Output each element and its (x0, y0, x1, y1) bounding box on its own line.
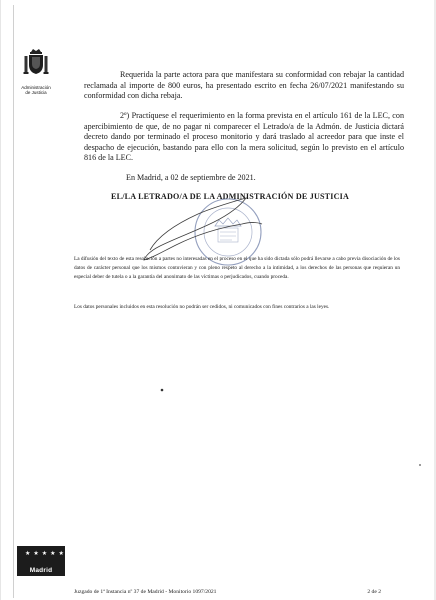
privacy-notice-2: Los datos personales incluidos en esta resolución no podrán ser cedidos, ni comunicados con fines contrarios a las leyes. (74, 304, 330, 310)
scan-mark-dot (419, 464, 421, 466)
privacy-notice-1: La difusión del texto de esta resolución a partes no interesadas en el proceso en el que ha sido dictada sólo podrá llevarse a cabo previa disociación de los datos de carácter personal que los mismos contuvieran y con pleno respeto al derecho a la intimidad, a los derechos de las personas que requieran un especial deber de tutela o a la garantía del anonimato de las víctimas o perjudicados, cuando proceda. (74, 256, 400, 280)
handwritten-signature-icon (144, 198, 262, 260)
logo-label-line1: Administración (21, 85, 51, 90)
footer-court-reference: Juzgado de 1ª Instancia nº 37 de Madrid - Monitorio 1097/2021 (74, 589, 217, 595)
body-paragraph-1: Requerida la parte actora para que manifestara su conformidad con rebajar la cantidad reclamada al importe de 800 euros, ha presentado escrito en fecha 26/07/2021 manifestando su conformidad con dicha rebaja. (84, 70, 404, 101)
signer-title: EL/LA LETRADO/A DE LA ADMINISTRACIÓN DE JUSTICIA (111, 192, 350, 201)
stars-icon: ★★★★★★★ (25, 550, 84, 557)
scan-mark-dot (161, 389, 164, 392)
logo-name: Madrid (29, 567, 53, 574)
date-line: En Madrid, a 02 de septiembre de 2021. (126, 173, 256, 182)
comunidad-madrid-logo (17, 546, 84, 576)
logo-label-line2: de Justicia (25, 90, 47, 95)
body-paragraph-2: 2º) Practíquese el requerimiento en la forma prevista en el artículo 161 de la LEC, con apercibimiento de que, de no pagar ni comparecer el Letrado/a de la Admón. de Justicia dictará decreto dando por terminado el proceso monitorio y dará traslado al acreedor para que inste el despacho de ejecución, bastando para ello con la mera solicitud, según lo previsto en el artículo 816 de la LEC. (84, 111, 404, 163)
page-number: 2 de 2 (367, 589, 381, 595)
